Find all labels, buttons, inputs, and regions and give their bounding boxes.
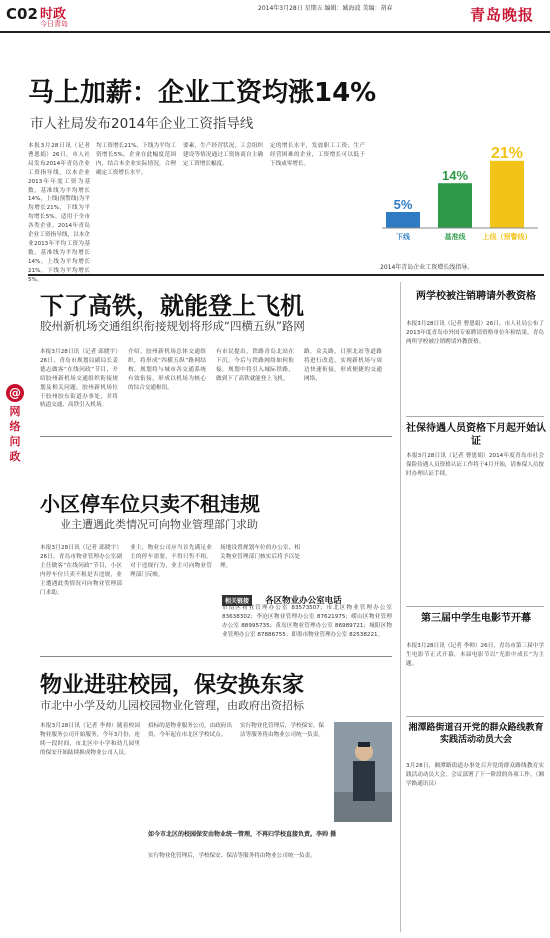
story3-subhead: 业主遭遇此类情况可向物业管理部门求助 — [60, 518, 258, 531]
sidebar-item-1-text: 本报3月28日讯（记者 曹恩娟）26日，市人社局公布了2013年度青岛市外国专家聘请资格单位年检结果，青岛两所学校被注销聘请外教资格。 — [406, 321, 544, 345]
story3-col2: 业主，物业公司应当首先满足业主的停车需要，不得只售不租。对于违规行为，业主可向物业管理部门反映。 — [130, 545, 212, 578]
sidebar-rule-2 — [406, 606, 544, 607]
tag-char-1: 网 — [9, 405, 21, 418]
chart-bar-1 — [386, 212, 420, 228]
story1-col2: 均工资增长21%，下线为平均工资增长5%。企业在此幅度范围内，结合本企业实际情况，合理确定工资增长水平。 — [96, 143, 176, 176]
chart-bar-2 — [438, 183, 472, 228]
story2-col1: 本报3月28日讯（记者 邱晓宇）26日，青岛市规划局副局长姜德志做客“在线问政”节目，介绍胶州新机场交通组织衔接规划及相关问题。胶州新机场位于胶州胶东街道办事处，并将轨道交通、高铁引入机场。 — [40, 349, 118, 409]
story1-subhead: 市人社局发布2014年企业工资指导线 — [30, 116, 254, 132]
section-code: C02 — [6, 5, 38, 23]
chart-category-label-3: 上线（预警线） — [482, 233, 532, 241]
chart-value-label-2: 14% — [441, 168, 469, 184]
story3-headline: 小区停车位只卖不租违规 — [40, 492, 260, 516]
story2-headline: 下了高铁，就能登上飞机 — [40, 292, 304, 320]
tag-char-4: 政 — [9, 450, 21, 463]
header-rule — [0, 31, 550, 33]
wage-growth-chart — [378, 140, 542, 260]
sidebar-item-1-headline: 两学校被注销聘请外教资格 — [416, 291, 536, 302]
chart-value-label-3: 21% — [490, 144, 524, 162]
sidebar-item-3-headline: 第三届中学生电影节开幕 — [421, 613, 531, 624]
story4-col3: 实行物业化管理后，学校保安、保洁等服务将由物业公司统一负责。 — [240, 723, 324, 738]
story4-headline: 物业进驻校园，保安换东家 — [40, 673, 305, 698]
chart-caption: 2014年青岛企业工资增长线指导。 — [380, 264, 474, 271]
story4-photo — [334, 722, 392, 822]
tag-char-2: 络 — [9, 420, 21, 433]
sidebar-item-4-text: 3月28日，湘潭路街道办事处召开党的群众路线教育实践活动动员大会，会议部署了下一阶段的各项工作。（湘学路通讯员） — [406, 763, 544, 787]
sidebar-divider — [400, 282, 401, 932]
related-links-label: 相关链接 — [222, 595, 252, 606]
sidebar-item-3-text: 本报3月28日讯（记者 李帅）26日，青岛市第三届中学生电影节正式开幕，本届电影节以“光影中成长”为主题。 — [406, 643, 544, 667]
date-line: 2014年3月28日 星期五 编辑：臧海波 美编：胡春 — [258, 5, 393, 12]
section-name: 时政 — [40, 7, 67, 22]
district-phones: 市南区物业管理办公室 83573507；市北区物业管理办公室 83638302；李沧区物业管理办公室 87621975；崂山区物业管理办公室 88995735；黄岛区物业管理办公室 86989721；城阳区物业管理办公室 87886755；即墨市物业管理办公室 82538221。 — [222, 605, 392, 638]
story3-col1: 本报3月28日讯（记者 邱晓宇）26日，青岛市物业管理办公室副主任做客“在线问政”节目，小区内停车位只卖不租是否违规，业主遭遇此类情况可向物业管理部门求助。 — [40, 545, 122, 596]
sidebar-item-2-headline: 社保待遇人员资格下月起开始认证 — [406, 423, 546, 447]
story2-col2: 介绍，胶州新机场总体交通组织，将形成“四横五纵”路网结构，规划将与城市各交通系统有效衔接，形成以机场为核心的综合交通枢纽。 — [128, 349, 206, 391]
story1-col4: 定的增长水平，发放职工工资；生产经营困难的企业，工资增长可以低于下线或零增长。 — [270, 143, 365, 167]
related-links-bar — [222, 588, 392, 606]
related-links-title: 各区物业办公室电话 — [265, 596, 342, 606]
tag-char-3: 问 — [9, 435, 21, 448]
chart-category-label-1: 下线 — [396, 233, 410, 241]
photo-guard-illustration — [334, 722, 392, 822]
section-divider-1 — [28, 274, 544, 276]
sidebar-rule-1 — [406, 416, 544, 417]
online-politics-tag — [6, 384, 24, 484]
chart-bar-3 — [490, 161, 524, 228]
story4-col2: 招标的是物业服务公司，由政府出资，今年起在市北区学校试点。 — [148, 723, 232, 738]
section-divider-2 — [40, 436, 392, 437]
story4-col1: 本报3月28日讯（记者 李帅）随着校园物业服务公司开始服务，今年3月份，连续一段时间，市北区中小学和幼儿园里的保安开始陆续换成物业公司人员。 — [40, 723, 140, 756]
story1-col1: 本报3月28日讯（记者 曹恩娟）26日，市人社局发布2014年青岛企业工资指导线，以本企业2013年年度工资为基数，基准线为平均增长14%，上线(预警线)为平均增长21%，下线为平均增长5%。适用于全市各类企业。2014年青岛企业工资指导线，以本企业2013年平均工资为基数，基准线为平均增长14%，上线为平均增长21%，下线为平均增长5%。 — [28, 143, 90, 283]
story2-col4: 路，众关路，日照北站等道路将进行改造，实现新机场与周边快速衔接，形成便捷的交通网络。 — [304, 349, 382, 382]
sidebar-item-4-headline: 湘潭路街道召开党的群众路线教育实践活动动员大会 — [408, 723, 544, 745]
newspaper-logo: 青岛晚报 — [470, 6, 535, 24]
section-divider-3 — [40, 656, 392, 657]
page-header — [0, 0, 550, 32]
story4-photo-caption: 如今市北区的校园保安由物业统一管理，不再归学校直接负责。李帅 摄 — [148, 831, 337, 838]
story4-subhead: 市北中小学及幼儿园校园物业化管理，由政府出资招标 — [40, 699, 304, 712]
chart-category-label-2: 基准线 — [444, 233, 466, 241]
chart-value-label-1: 5% — [393, 197, 413, 212]
sidebar-rule-3 — [406, 716, 544, 717]
story4-col-extra: 实行物业化管理后，学校保安、保洁等服务将由物业公司统一负责。 — [148, 853, 316, 859]
sidebar-item-2-text: 本报3月28日讯（记者 曹恩娟）2014年度青岛市社会保险待遇人员资格认证工作将于4月开始，请参保人员按时办理认证手续。 — [406, 453, 544, 477]
story2-subhead: 胶州新机场交通组织衔接规划将形成“四横五纵”路网 — [40, 319, 305, 333]
at-sign-icon: @ — [6, 384, 24, 402]
chart-category-labels — [396, 232, 532, 241]
story3-col3: 场地设置规划车位的办公室、相关物业管理部门核实后将予以处理。 — [220, 545, 300, 569]
section-subtitle: 今日青岛 — [40, 20, 68, 28]
story1-headline: 马上加薪：企业工资均涨14% — [28, 78, 377, 108]
story1-col3: 要素，生产经营状况，工会组织建设等情况通过工资协商自主确定工资增长幅度。 — [183, 143, 263, 167]
story2-col3: 有市民提出，铁路青岛北站在下沉，今后与铁路网络如何衔接，规划中将引入城际铁路，做到下了高铁就能登上飞机。 — [216, 349, 294, 382]
